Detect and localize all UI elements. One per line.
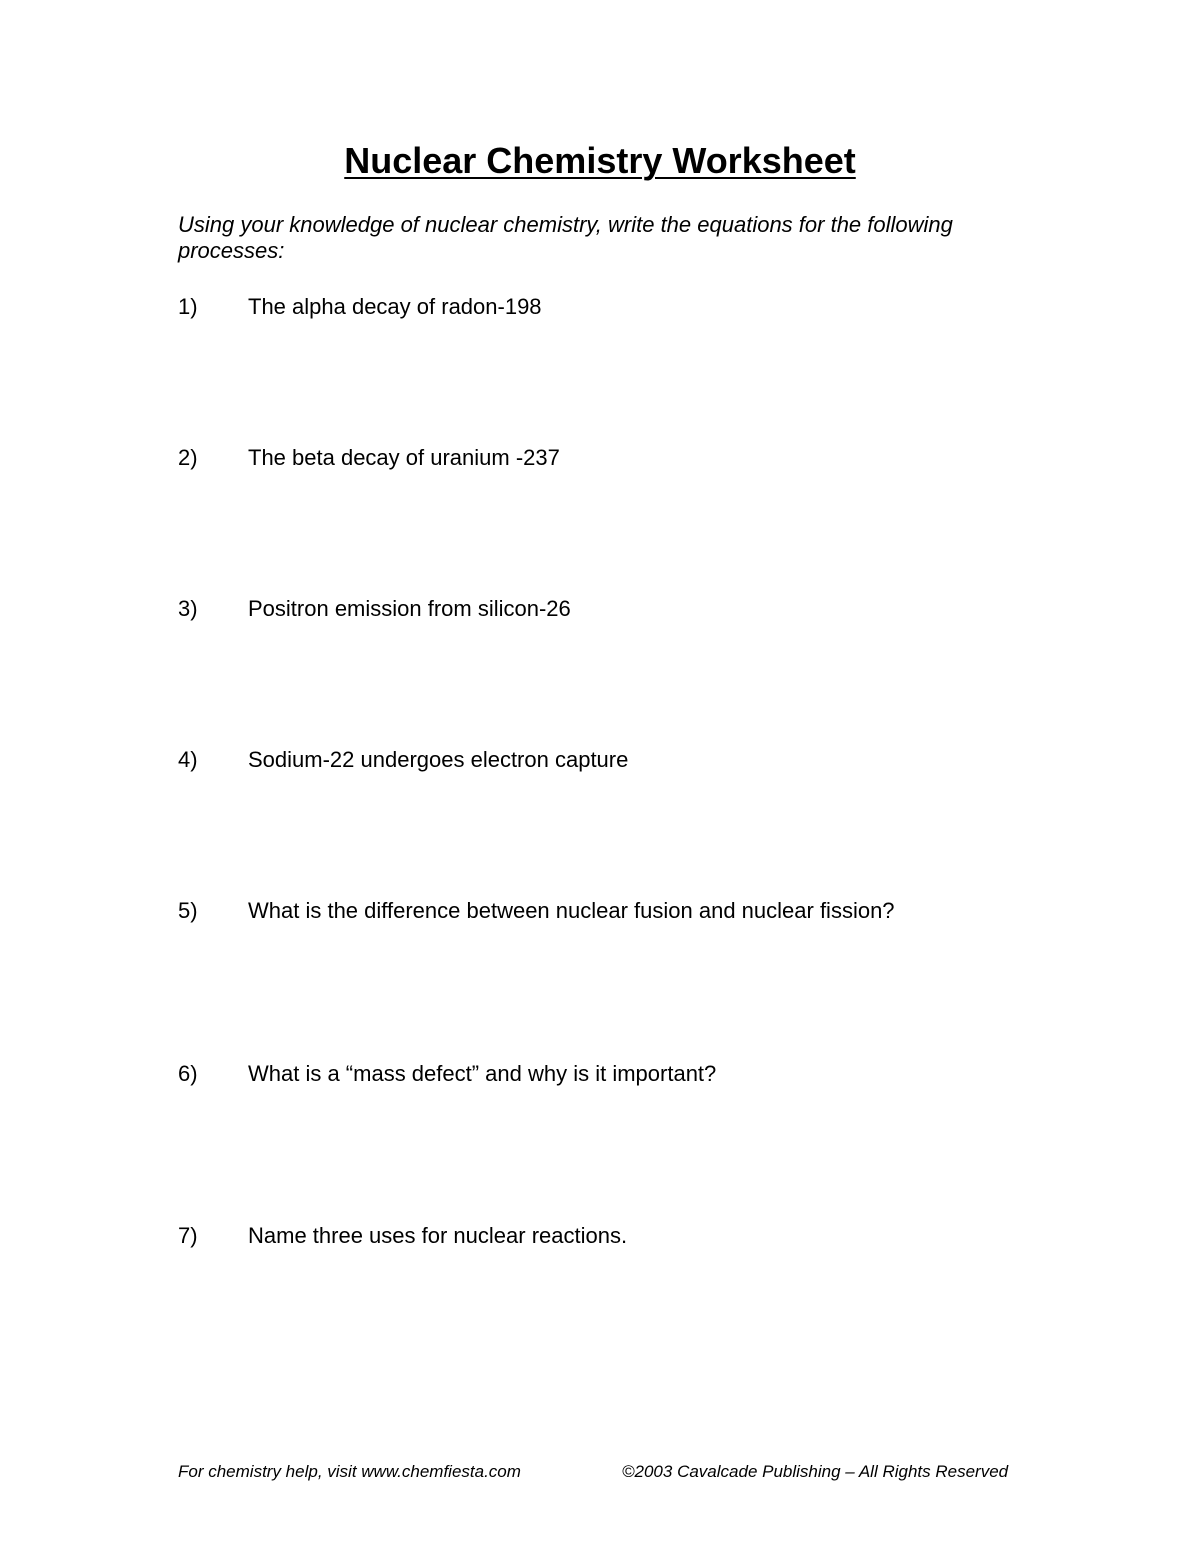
question-number: 7) <box>178 1223 198 1248</box>
instructions: Using your knowledge of nuclear chemistry, write the equations for the following processes: <box>178 212 953 263</box>
page-title-text: Nuclear Chemistry Worksheet <box>344 140 856 181</box>
question-text: What is a “mass defect” and why is it important? <box>248 1061 717 1086</box>
question-text: Name three uses for nuclear reactions. <box>248 1223 628 1248</box>
question-text: The beta decay of uranium -237 <box>248 445 560 470</box>
question-number: 4) <box>178 747 198 772</box>
question-number: 1) <box>178 294 198 319</box>
question-text: What is the difference between nuclear fusion and nuclear fission? <box>248 898 895 923</box>
question-number: 5) <box>178 898 198 923</box>
page-title <box>0 140 1200 182</box>
question-number: 2) <box>178 445 198 470</box>
question-text: Sodium-22 undergoes electron capture <box>248 747 629 772</box>
question-number: 3) <box>178 596 198 621</box>
footer-copyright: ©2003 Cavalcade Publishing – All Rights Reserved <box>622 1462 1009 1481</box>
footer-help-link: For chemistry help, visit www.chemfiesta.com <box>178 1462 521 1481</box>
question-number: 6) <box>178 1061 198 1086</box>
question-text: The alpha decay of radon-198 <box>248 294 542 319</box>
question-text: Positron emission from silicon-26 <box>248 596 571 621</box>
